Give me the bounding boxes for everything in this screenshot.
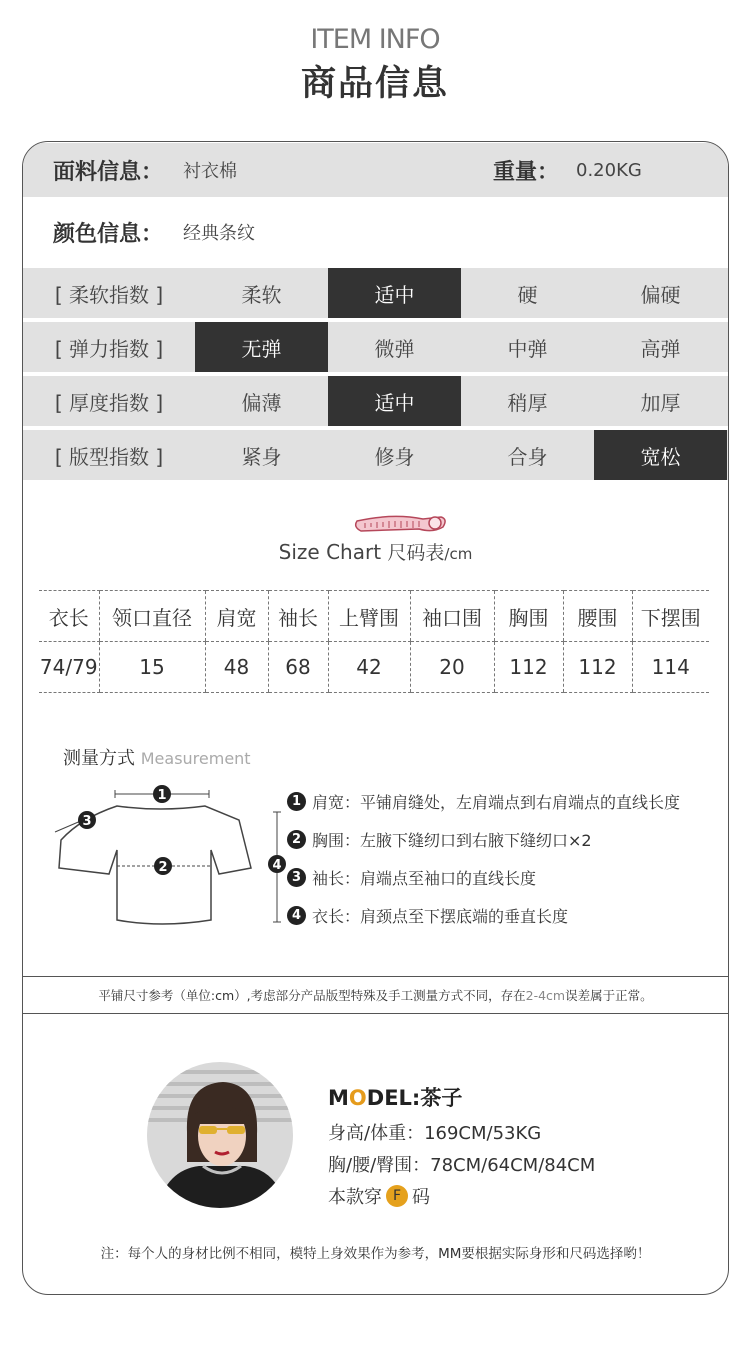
note-text-end: 误差属于正常。 [565,988,653,1003]
index-option: 中弹 [507,336,548,361]
index-title: [ 厚度指数 ] [54,390,164,415]
index-row [23,430,728,480]
index-option: 微弹 [374,336,415,361]
header-en-title: ITEM INFO [310,24,440,55]
index-option: 硬 [517,282,538,307]
size-chart-title [23,538,728,565]
size-value-cell: 112 [494,642,563,693]
measurement-title [63,744,251,770]
fabric-row [23,143,728,197]
size-chart-unit: /cm [444,545,473,563]
index-option: 无弹 [195,322,328,372]
shirt-diagram-icon [51,778,291,928]
measurement-item [287,858,680,896]
size-value-cell: 114 [632,642,709,693]
size-value-cell: 48 [205,642,268,693]
index-option: 加厚 [640,390,681,415]
index-title: [ 版型指数 ] [54,444,164,469]
model-avatar [147,1062,293,1208]
size-chart-title-cn: 尺码表 [387,542,445,564]
size-header-cell: 腰围 [563,591,632,642]
model-measurements: 胸/腰/臀围：78CM/64CM/84CM [328,1155,596,1176]
svg-text:4: 4 [272,858,282,873]
measurement-item [287,820,680,858]
disclaimer-text: 注：每个人的身材比例不相同，模特上身效果作为参考，MM要根据实际身形和尺码选择哟！ [100,1246,651,1262]
index-option: 适中 [328,268,461,318]
size-chart-table [39,590,709,693]
index-option: 偏硬 [640,282,681,307]
index-row [23,376,728,426]
index-title: [ 弹力指数 ] [54,336,164,361]
index-row [23,322,728,372]
model-wears-size: 本款穿 F 码 [328,1187,430,1208]
model-name: MODEL:茶子 [328,1086,463,1110]
measurement-item [287,896,680,934]
model-height-weight: 身高/体重：169CM/53KG [328,1123,542,1144]
measurement-number: 1 [287,792,306,811]
size-badge: F [386,1185,408,1207]
size-header-cell: 下摆围 [632,591,709,642]
size-value-cell: 112 [563,642,632,693]
tape-measure-icon [353,509,449,537]
measurement-text: 胸围：左腋下缝纫口到右腋下缝纫口×2 [312,830,592,850]
model-info [328,1082,595,1212]
size-chart-value-row [39,642,709,693]
index-option: 柔软 [241,282,282,307]
size-value-cell: 42 [328,642,410,693]
measurement-list [287,782,680,934]
size-value-cell: 15 [99,642,205,693]
color-value: 经典条纹 [183,223,256,244]
note-highlight: 2-4cm [525,987,566,1003]
index-option: 修身 [374,444,415,469]
index-option: 宽松 [594,430,727,480]
size-value-cell: 68 [268,642,328,693]
fabric-value: 衬衣棉 [183,161,238,182]
measurement-title-cn: 测量方式 [63,748,135,769]
size-value-cell: 74/79 [39,642,99,693]
measurement-item [287,782,680,820]
size-header-cell: 袖长 [268,591,328,642]
index-title: [ 柔软指数 ] [54,282,164,307]
fabric-label: 面料信息： [53,159,164,185]
index-option: 适中 [328,376,461,426]
size-chart-title-en: Size Chart [278,540,382,564]
measurement-note [23,976,728,1014]
index-option: 偏薄 [241,390,282,415]
index-option: 高弹 [640,336,681,361]
index-option: 紧身 [241,444,282,469]
index-option: 合身 [507,444,548,469]
weight-label: 重量： [493,159,560,185]
svg-text:1: 1 [157,788,167,803]
size-header-cell: 胸围 [494,591,563,642]
color-row [23,205,728,259]
size-header-cell: 上臂围 [328,591,410,642]
measurement-number: 2 [287,830,306,849]
measurement-title-en: Measurement [140,749,251,768]
size-chart-header-row [39,591,709,642]
measurement-number: 4 [287,906,306,925]
measurement-text: 衣长：肩颈点至下摆底端的垂直长度 [312,906,569,926]
size-header-cell: 袖口围 [410,591,494,642]
weight-value: 0.20KG [576,159,642,181]
index-row [23,268,728,318]
svg-text:2: 2 [158,860,168,875]
size-header-cell: 衣长 [39,591,99,642]
header-cn-title: 商品信息 [300,64,449,104]
measurement-text: 袖长：肩端点至袖口的直线长度 [312,868,537,888]
size-header-cell: 领口直径 [99,591,205,642]
color-label: 颜色信息： [53,221,164,247]
measurement-number: 3 [287,868,306,887]
product-info-card [22,141,729,1295]
size-value-cell: 20 [410,642,494,693]
svg-text:3: 3 [82,814,92,829]
note-text: 平铺尺寸参考（单位:cm）,考虑部分产品版型特殊及手工测量方式不同，存在 [98,988,526,1003]
measurement-text: 肩宽：平铺肩缝处，左肩端点到右肩端点的直线长度 [312,792,681,812]
index-option: 稍厚 [507,390,548,415]
size-header-cell: 肩宽 [205,591,268,642]
